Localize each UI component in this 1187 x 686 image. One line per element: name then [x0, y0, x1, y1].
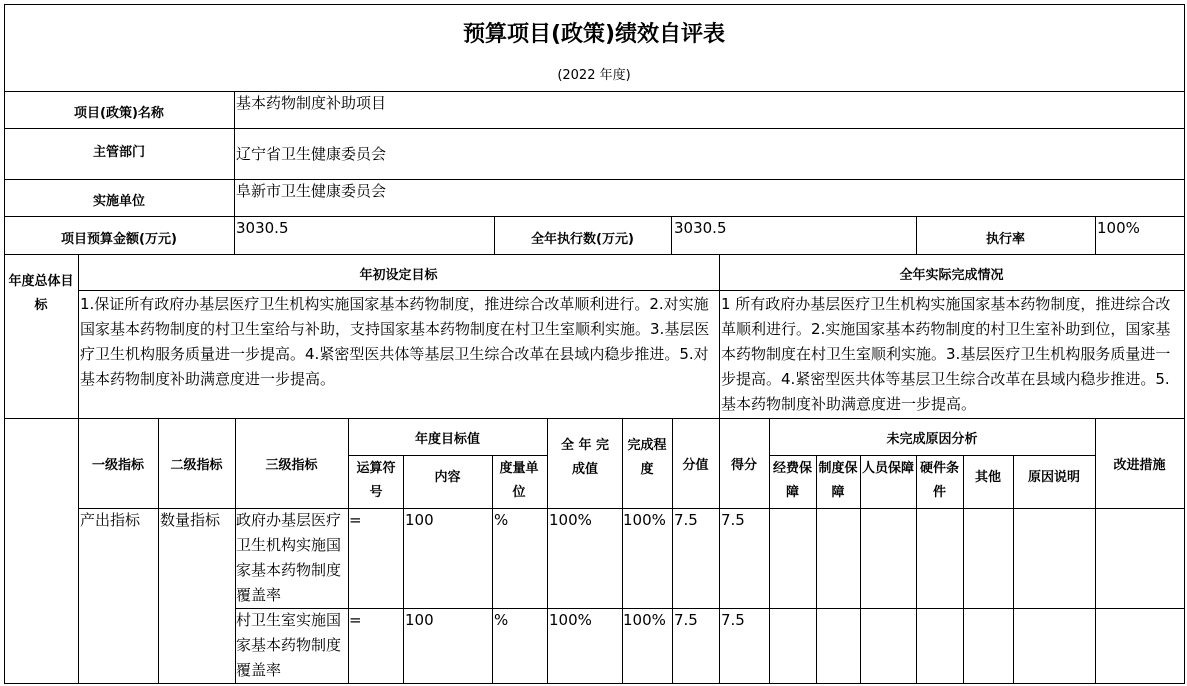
full-value-header: 全 年 完成值 [560, 438, 610, 477]
grid-line [4, 128, 1184, 129]
page-title: 预算项目(政策)绩效自评表 [462, 22, 726, 47]
project-name-label: 项目(政策)名称 [74, 106, 164, 121]
row1-level1: 产出指标 [80, 511, 141, 529]
score-value-header: 分值 [682, 458, 709, 473]
rate-value: 100% [1097, 219, 1140, 237]
row2-level3: 村卫生室实施国家基本药物制度覆盖率 [236, 611, 342, 679]
rate-label: 执行率 [985, 232, 1025, 247]
row2-op: = [349, 611, 362, 629]
exec-label: 全年执行数(万元) [531, 232, 634, 247]
reason-other-header: 其他 [974, 470, 1001, 485]
grid-line [769, 455, 1095, 456]
content-header: 内容 [434, 470, 461, 485]
row1-score-got: 7.5 [721, 511, 745, 529]
reason-hardware-header: 硬件条件 [919, 461, 959, 500]
row1-content: 100 [405, 511, 434, 529]
grid-line [348, 455, 547, 456]
actual-goal-text: 1 所有政府办基层医疗卫生机构实施国家基本药物制度，推进综合改革顺利进行。2.实施国家基本药物制度的村卫生室补助到位，国家基本药物制度在村卫生室顺利实施。3.基层医疗卫生机构服务质量进一步提高。4.紧密型医共体等基层卫生综合改革在县域内稳步推进。5.基本药物制度补助满意度进一步提高。 [721, 295, 1171, 413]
budget-value: 3030.5 [236, 219, 289, 237]
grid-line [4, 91, 1184, 92]
budget-label: 项目预算金额(万元) [61, 232, 177, 247]
grid-line [671, 216, 672, 255]
level1-header: 一级指标 [91, 458, 144, 473]
grid-line [769, 418, 770, 684]
unit-header: 度量单位 [499, 461, 539, 500]
row2-content: 100 [405, 611, 434, 629]
unit-value: 阜新市卫生健康委员会 [236, 182, 387, 200]
project-name-value: 基本药物制度补助项目 [236, 94, 387, 112]
reason-system-header: 制度保障 [818, 461, 858, 500]
grid-line [4, 418, 1184, 419]
grid-line [4, 683, 1184, 684]
row1-level2: 数量指标 [160, 511, 221, 529]
initial-goal-text: 1.保证所有政府办基层医疗卫生机构实施国家基本药物制度，推进综合改革顺利进行。2.对实施国家基本药物制度的村卫生室给与补助，支持国家基本药物制度在村卫生室顺利实施。3.基层医疗卫生机构服务质量进一步提高。4.紧密型医共体等基层卫生综合改革在县域内稳步推进。5.对基本药物制度补助满意度进一步提高。 [80, 295, 710, 388]
row2-degree: 100% [623, 611, 666, 629]
grid-line [4, 4, 1184, 5]
annual-goal-label: 年度总体目标 [8, 274, 74, 313]
row2-score-got: 7.5 [721, 611, 745, 629]
reason-fund-header: 经费保障 [772, 461, 812, 500]
initial-goal-header: 年初设定目标 [359, 268, 438, 283]
exec-value: 3030.5 [674, 219, 727, 237]
reason-staff-header: 人员保障 [862, 461, 915, 476]
degree-header: 完成程度 [627, 438, 667, 477]
grid-line [622, 418, 623, 684]
grid-line [916, 455, 917, 684]
row1-level3: 政府办基层医疗卫生机构实施国家基本药物制度覆盖率 [236, 511, 342, 604]
grid-line [1095, 216, 1096, 255]
row1-op: = [349, 511, 362, 529]
row1-unit: % [494, 511, 509, 529]
reason-header: 未完成原因分析 [886, 432, 978, 447]
grid-line [492, 455, 493, 684]
measure-header: 改进措施 [1113, 458, 1166, 473]
row1-degree: 100% [623, 511, 666, 529]
grid-line [547, 418, 548, 684]
row2-score-value: 7.5 [674, 611, 698, 629]
grid-line [816, 455, 817, 684]
grid-line [234, 91, 235, 255]
row1-full-value: 100% [549, 511, 592, 529]
grid-line [235, 608, 1184, 609]
grid-line [860, 455, 861, 684]
dept-label: 主管部门 [92, 145, 145, 160]
grid-line [1184, 4, 1185, 684]
op-header: 运算符号 [356, 461, 396, 500]
unit-label: 实施单位 [92, 194, 145, 209]
grid-line [348, 418, 349, 684]
target-header: 年度目标值 [414, 432, 480, 447]
row2-unit: % [494, 611, 509, 629]
dept-value: 辽宁省卫生健康委员会 [236, 145, 387, 163]
actual-goal-header: 全年实际完成情况 [899, 268, 1004, 283]
year-label: (2022 年度) [557, 68, 631, 83]
grid-line [4, 179, 1184, 180]
level2-header: 二级指标 [170, 458, 223, 473]
grid-line [4, 254, 1184, 255]
row1-score-value: 7.5 [674, 511, 698, 529]
row2-full-value: 100% [549, 611, 592, 629]
score-got-header: 得分 [730, 458, 757, 473]
grid-line [4, 216, 1184, 217]
reason-desc-header: 原因说明 [1027, 470, 1080, 485]
grid-line [78, 290, 1184, 291]
level3-header: 三级指标 [265, 458, 318, 473]
